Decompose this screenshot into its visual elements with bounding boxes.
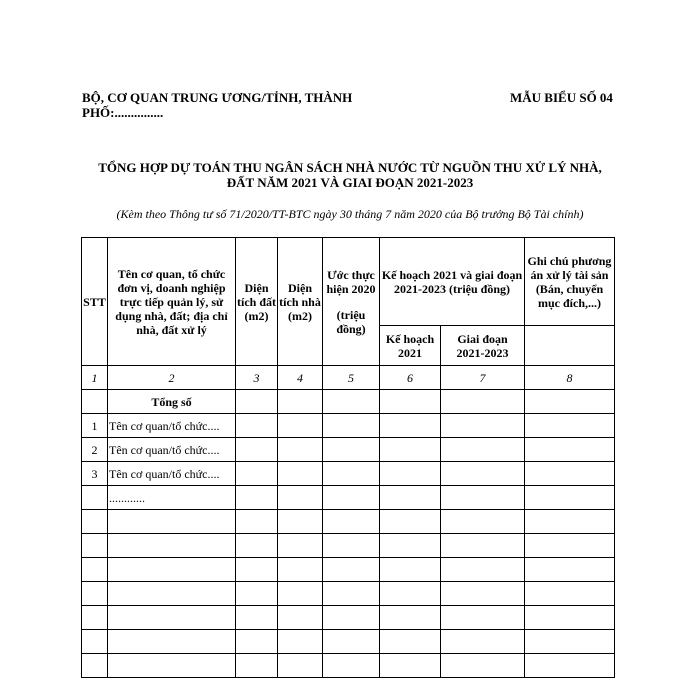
- total-label: Tổng số: [108, 390, 236, 414]
- header-estimate-2020: [323, 238, 380, 366]
- cell: [441, 462, 525, 486]
- cell: [525, 438, 615, 462]
- cell: [380, 462, 441, 486]
- row-name: Tên cơ quan/tổ chức....: [108, 462, 236, 486]
- empty-row: [82, 630, 615, 654]
- cell: [323, 414, 380, 438]
- cell: [278, 390, 323, 414]
- cell: [278, 438, 323, 462]
- cell: [441, 390, 525, 414]
- row-name: ............: [108, 486, 236, 510]
- column-number: 4: [278, 366, 323, 390]
- cell: [323, 462, 380, 486]
- cell: [525, 486, 615, 510]
- title-line-1: TỔNG HỢP DỰ TOÁN THU NGÂN SÁCH NHÀ NƯỚC TỪ NGUỒN THU XỬ LÝ NHÀ,: [98, 160, 602, 175]
- cell: [323, 486, 380, 510]
- title-line-2: ĐẤT NĂM 2021 VÀ GIAI ĐOẠN 2021-2023: [226, 175, 474, 190]
- cell: [525, 390, 615, 414]
- document-subtitle: (Kèm theo Thông tư số 71/2020/TT-BTC ngày 30 tháng 7 năm 2020 của Bộ trưởng Bộ Tài chính): [116, 207, 584, 221]
- column-number: 2: [108, 366, 236, 390]
- column-number: 8: [525, 366, 615, 390]
- cell: [236, 414, 278, 438]
- cell: [236, 486, 278, 510]
- cell: [278, 486, 323, 510]
- agency-line: BỘ, CƠ QUAN TRUNG ƯƠNG/TỈNH, THÀNH PHỐ:...............: [82, 90, 353, 120]
- row-stt: 2: [82, 438, 108, 462]
- cell: [525, 462, 615, 486]
- empty-row: [82, 654, 615, 678]
- cell: [323, 390, 380, 414]
- cell: [441, 414, 525, 438]
- header-plan-2021: Kế hoạch 2021: [380, 326, 441, 366]
- header-note: Ghi chú phương án xử lý tài sản (Bán, chuyển mục đích,...): [525, 238, 615, 326]
- cell: [236, 390, 278, 414]
- header-period-2021-2023: Giai đoạn 2021-2023: [441, 326, 525, 366]
- column-number: 7: [441, 366, 525, 390]
- row-name: Tên cơ quan/tổ chức....: [108, 438, 236, 462]
- empty-row: [82, 558, 615, 582]
- cell: [278, 462, 323, 486]
- cell: [82, 390, 108, 414]
- header-stt: STT: [82, 238, 108, 366]
- table-row: [82, 462, 615, 486]
- estimate-2020-unit: (triệu đồng): [336, 307, 366, 336]
- header-land-area: Diện tích đất (m2): [236, 238, 278, 366]
- cell: [236, 462, 278, 486]
- estimate-2020-label: Ước thực hiện 2020: [326, 267, 376, 296]
- empty-row: [82, 582, 615, 606]
- cell: [236, 438, 278, 462]
- empty-row: [82, 606, 615, 630]
- cell: [525, 414, 615, 438]
- table-row: [82, 438, 615, 462]
- cell: [380, 486, 441, 510]
- cell: [380, 414, 441, 438]
- cell: [441, 438, 525, 462]
- column-number: 5: [323, 366, 380, 390]
- header-note-sub: [525, 326, 615, 366]
- header-house-area: Diện tích nhà (m2): [278, 238, 323, 366]
- empty-row: [82, 510, 615, 534]
- table-row: [82, 486, 615, 510]
- cell: [323, 438, 380, 462]
- row-stt: 1: [82, 414, 108, 438]
- form-number: MẪU BIỂU SỐ 04: [510, 90, 613, 105]
- row-stt: [82, 486, 108, 510]
- cell: [278, 414, 323, 438]
- cell: [380, 390, 441, 414]
- header-plan-group: Kế hoạch 2021 và giai đoạn 2021-2023 (triệu đồng): [380, 238, 525, 326]
- row-stt: 3: [82, 462, 108, 486]
- table-row: [82, 414, 615, 438]
- cell: [441, 486, 525, 510]
- total-row: [82, 390, 615, 414]
- header-org: Tên cơ quan, tổ chức đơn vị, doanh nghiệp trực tiếp quản lý, sử dụng nhà, đất; địa chỉ nhà, đất xử lý: [108, 238, 236, 366]
- row-name: Tên cơ quan/tổ chức....: [108, 414, 236, 438]
- column-number: 6: [380, 366, 441, 390]
- column-number: 1: [82, 366, 108, 390]
- document-title: [40, 160, 660, 190]
- budget-table: [81, 237, 615, 678]
- column-number: 3: [236, 366, 278, 390]
- empty-row: [82, 534, 615, 558]
- cell: [380, 438, 441, 462]
